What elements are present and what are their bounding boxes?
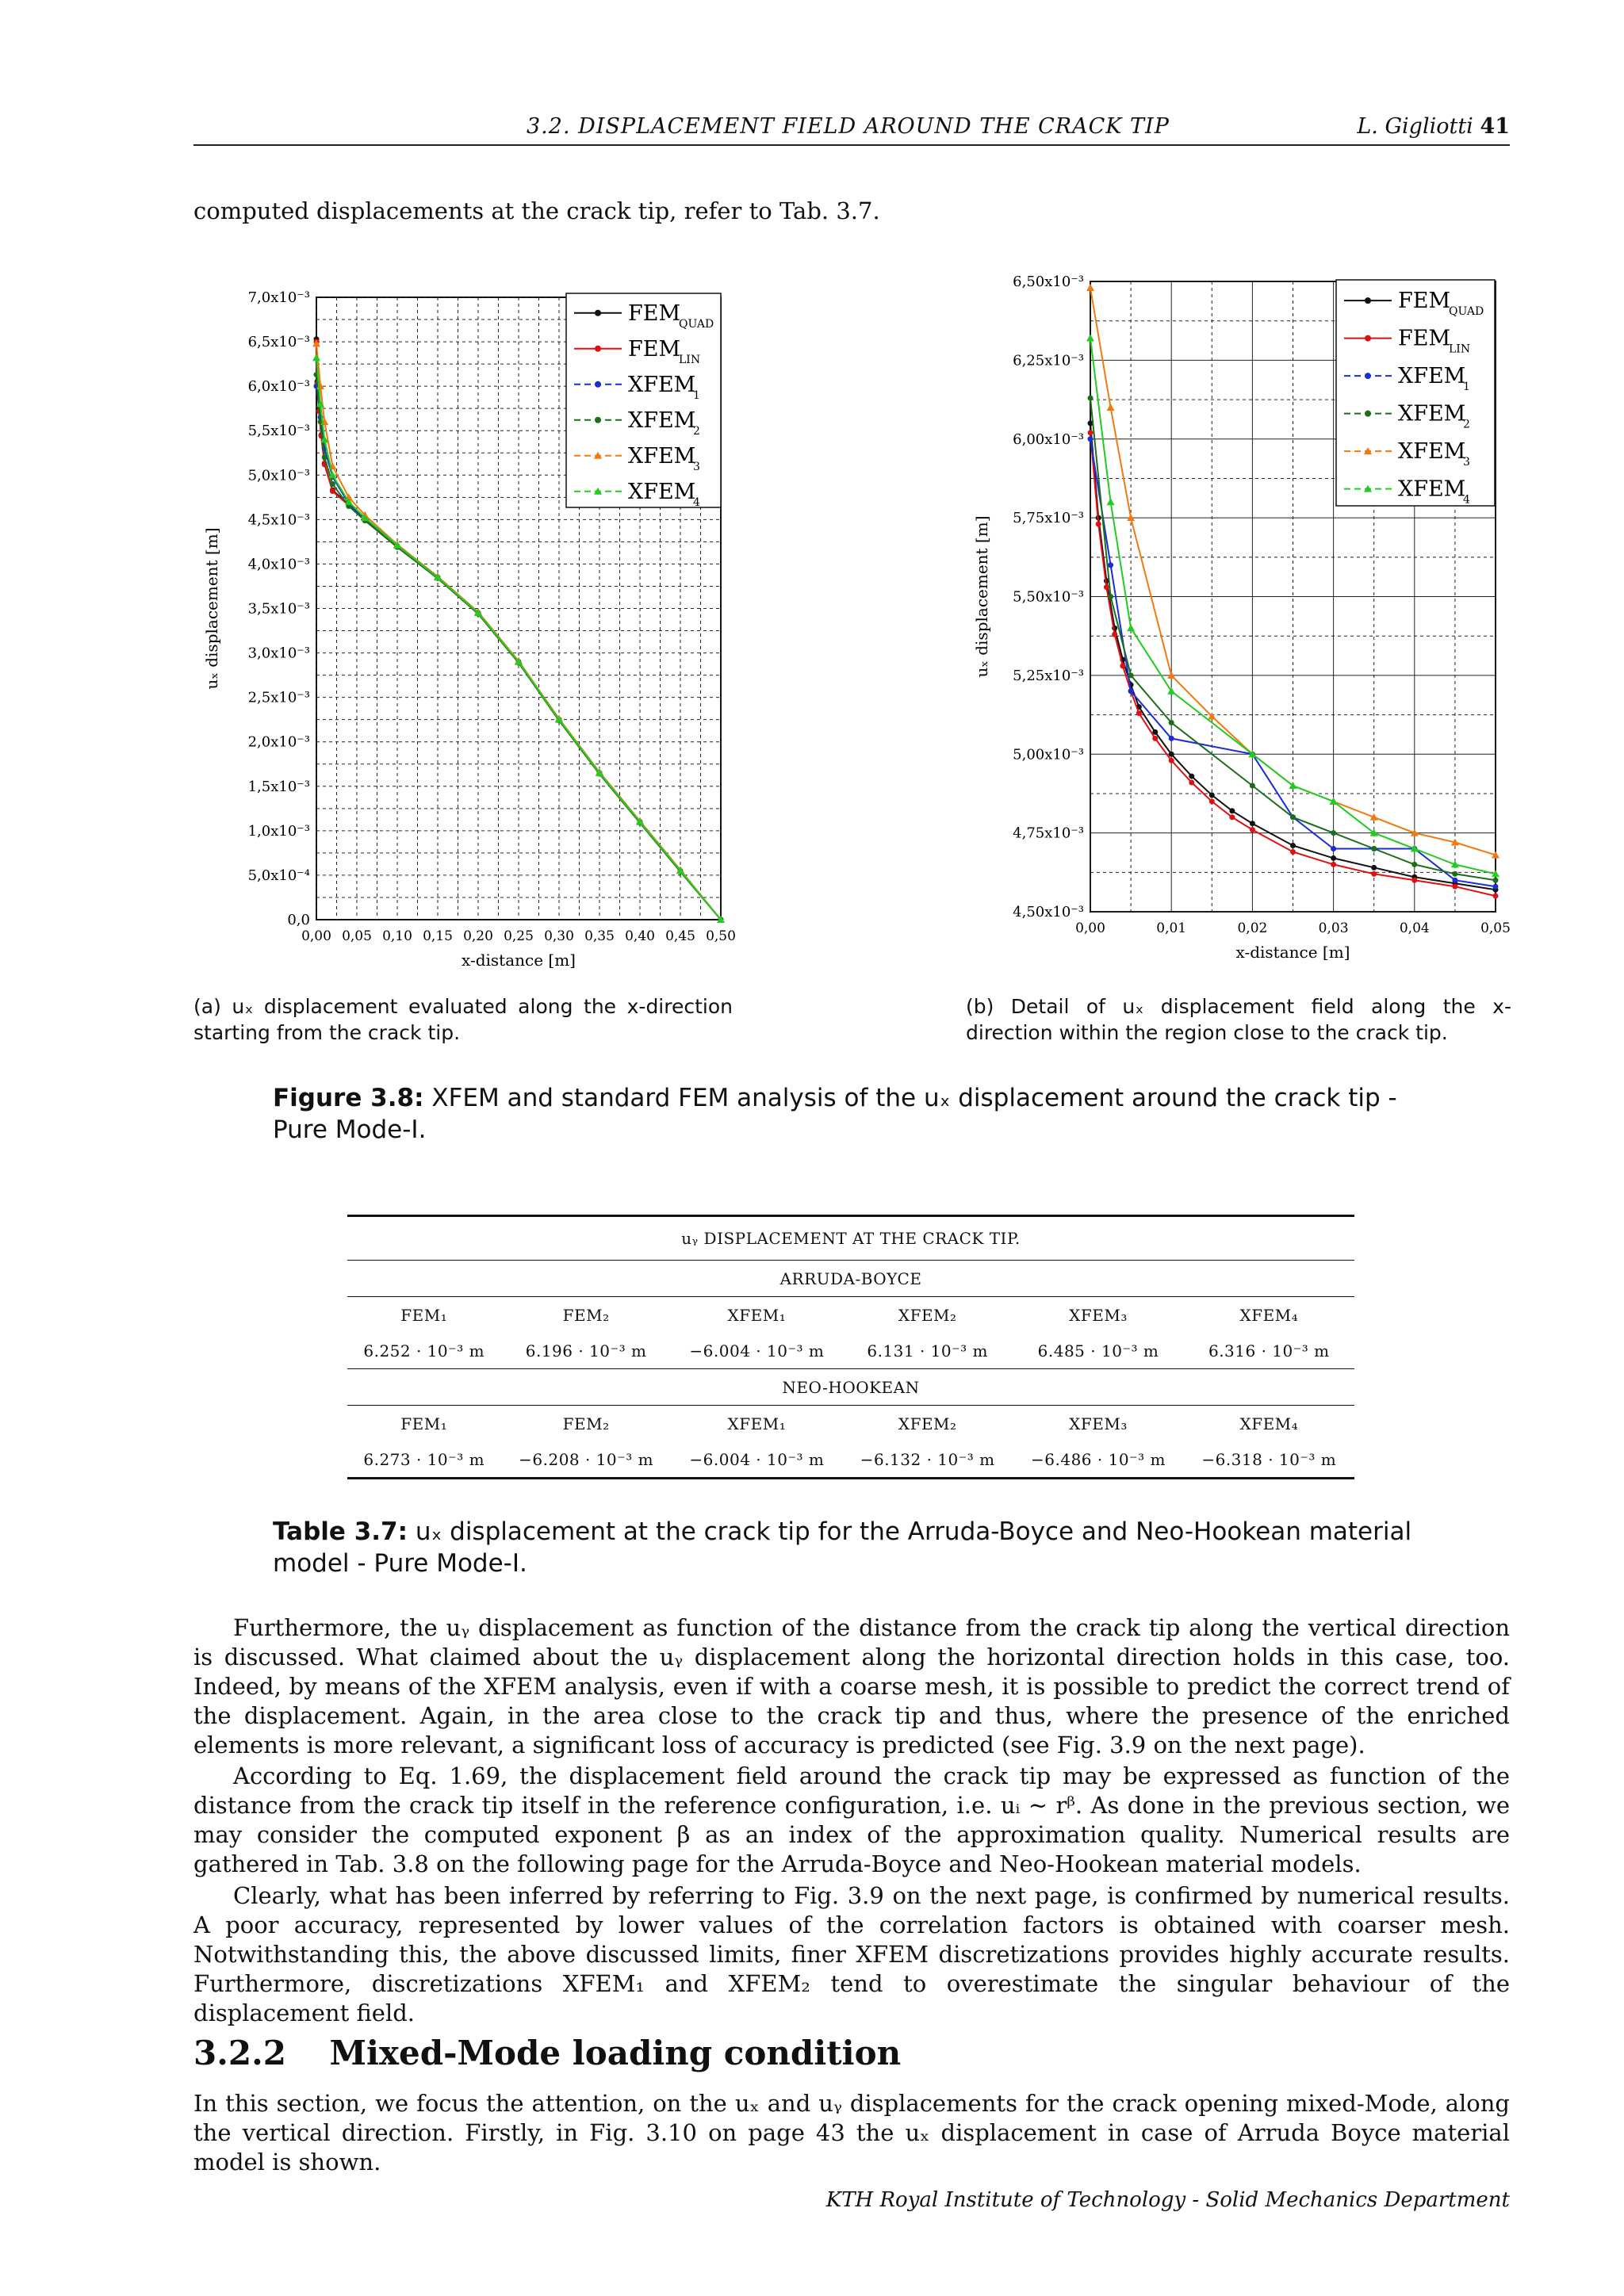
results-table [347,1215,1354,1479]
x-tick-label: 0,03 [1318,920,1349,936]
y-tick-label: 5,0x10⁻⁴ [247,867,310,884]
table-title: uᵧ DISPLACEMENT AT THE CRACK TIP. [681,1229,1021,1248]
y-tick-label: 1,0x10⁻³ [247,822,310,840]
header-author-page [1357,114,1510,139]
x-tick-label: 0,50 [706,928,736,944]
legend-label: XFEM [1398,364,1466,389]
y-tick-label: 1,5x10⁻³ [247,778,310,795]
intro-line: computed displacements at the crack tip, refer to Tab. 3.7. [193,197,880,224]
section-heading [193,2034,901,2072]
legend-marker [595,381,601,388]
table-cell: 6.131 · 10⁻³ m [867,1341,989,1360]
chart-a [193,274,749,987]
table-header: XFEM₂ [898,1305,957,1325]
table-cell: 6.316 · 10⁻³ m [1208,1341,1330,1360]
y-tick-label: 4,50x10⁻³ [1013,904,1084,920]
x-axis-label: x-distance [m] [462,951,576,970]
table-cell: 6.485 · 10⁻³ m [1037,1341,1159,1360]
data-point [1088,430,1094,435]
legend-sub: 1 [1463,381,1470,394]
x-tick-label: 0,01 [1156,920,1187,936]
data-point [1108,562,1113,568]
x-tick-label: 0,05 [342,928,372,944]
table-header: FEM₁ [400,1305,448,1325]
legend-label: XFEM [628,372,696,397]
table-caption [273,1516,1438,1579]
data-point [1331,846,1336,851]
legend-label: XFEM [1398,401,1466,427]
table-cell: 6.252 · 10⁻³ m [363,1341,485,1360]
table-group-name: NEO-HOOKEAN [782,1377,920,1397]
paragraph-4: In this section, we focus the attention, on the uₓ and uᵧ displacements for the crack opening mixed-Mode, along the vertical direction. Firstly, in Fig. 3.10 on page 43 the uₓ displacement in case of Arruda Boyce material model is shown. [193,2090,1510,2175]
legend-label: FEM [1398,289,1451,314]
data-point [330,481,335,487]
y-tick-label: 6,25x10⁻³ [1013,352,1084,369]
x-tick-label: 0,30 [544,928,574,944]
y-axis-label: uₓ displacement [m] [202,527,221,690]
data-point [1371,871,1377,877]
table-caption-text: uₓ displacement at the crack tip for the Arruda-Boyce and Neo-Hookean material model - Pure Mode-I. [273,1517,1412,1578]
table-cell: −6.132 · 10⁻³ m [860,1449,995,1469]
table-cell: −6.486 · 10⁻³ m [1031,1449,1166,1469]
data-point [1086,335,1094,342]
legend-label: XFEM [1398,476,1466,502]
data-point [1189,780,1194,786]
table-cell: 6.196 · 10⁻³ m [525,1341,647,1360]
x-tick-label: 0,10 [382,928,412,944]
legend-label: XFEM [1398,439,1466,465]
legend-label: XFEM [628,408,696,433]
data-point [1229,814,1235,820]
legend-marker [1365,335,1371,342]
data-point [1108,594,1113,599]
section-number: 3.2.2 [193,2034,286,2072]
y-tick-label: 4,75x10⁻³ [1013,825,1084,842]
x-tick-label: 0,45 [665,928,695,944]
running-header [193,111,1510,146]
data-point [1169,752,1174,757]
table-header: XFEM₄ [1239,1414,1299,1433]
data-point [1493,884,1499,890]
data-point [1086,284,1094,291]
data-point [1209,798,1215,804]
x-axis-label: x-distance [m] [1235,943,1350,962]
y-tick-label: 5,25x10⁻³ [1013,667,1084,684]
subcaption-a: (a) uₓ displacement evaluated along the x-direction starting from the crack tip. [193,995,733,1044]
data-point [1128,672,1134,678]
y-tick-label: 5,75x10⁻³ [1013,510,1084,527]
legend-marker [1365,373,1371,379]
header-section: 3.2. DISPLACEMENT FIELD AROUND THE CRACK TIP [527,114,1170,139]
x-tick-label: 0,20 [463,928,493,944]
data-point [1136,710,1142,716]
paragraph-1: Furthermore, the uᵧ displacement as function of the distance from the crack tip along the vertical direction is discussed. What claimed about the uᵧ displacement along the horizontal direction holds in this case, too. Indeed, by means of the XFEM analysis, even if with a coarse mesh, it is possible to predict the correct trend of the displacement. Again, in the area close to the crack tip and thus, where the presence of the enriched elements is more relevant, a significant loss of accuracy is predicted (see Fig. 3.9 on the next page). [193,1614,1510,1758]
table-cell: −6.318 · 10⁻³ m [1201,1449,1337,1469]
data-point [1411,878,1417,883]
data-point [1371,846,1377,851]
y-tick-label: 3,0x10⁻³ [247,645,310,662]
data-point [1209,792,1215,798]
data-point [1493,878,1499,883]
data-point [1169,736,1174,741]
table-header: FEM₁ [400,1414,448,1433]
x-tick-label: 0,15 [423,928,453,944]
y-tick-label: 7,0x10⁻³ [247,289,310,306]
data-point [1152,736,1158,741]
data-point [312,339,320,346]
legend-sub: 4 [693,496,700,509]
data-point [1452,878,1457,883]
data-point [1128,688,1134,694]
paragraph-3: Clearly, what has been inferred by referring to Fig. 3.9 on the next page, is confirmed by numerical results. A poor accuracy, represented by lower values of the correlation factors is obtained with coarser mesh. Notwithstanding this, the above discussed limits, finer XFEM discretizations provides highly accurate results. Furthermore, discretizations XFEM₁ and XFEM₂ tend to overestimate the singular behaviour of the displacement field. [193,1882,1510,2026]
table-caption-label: Table 3.7: [273,1517,408,1546]
x-tick-label: 0,40 [625,928,655,944]
x-tick-label: 0,00 [1075,920,1105,936]
legend-marker [595,417,601,423]
data-point [1331,862,1336,867]
legend-sub: 4 [1463,493,1470,507]
data-point [1452,871,1457,877]
table-header: XFEM₂ [898,1414,957,1433]
y-tick-label: 6,0x10⁻³ [247,378,310,396]
y-tick-label: 5,5x10⁻³ [247,423,310,440]
paragraph-2: According to Eq. 1.69, the displacement field around the crack tip may be expressed as function of the distance from the crack tip itself in the reference configuration, i.e. uᵢ ∼ rᵝ. As done in the previous section, we may consider the computed exponent β as an index of the approximation quality. Numerical results are gathered in Tab. 3.8 on the following page for the Arruda-Boyce and Neo-Hookean material models. [193,1762,1510,1877]
y-tick-label: 4,5x10⁻³ [247,511,310,529]
section-title: Mixed-Mode loading condition [329,2034,902,2072]
legend-sub: 3 [693,460,700,473]
data-point [1290,843,1296,848]
data-point [1189,774,1194,779]
y-axis-label: uₓ displacement [m] [972,515,991,678]
legend-label: XFEM [628,479,696,504]
x-tick-label: 0,25 [504,928,534,944]
table-header: XFEM₄ [1239,1305,1299,1325]
y-tick-label: 5,00x10⁻³ [1013,746,1084,763]
legend-sub: 3 [1463,456,1470,469]
data-point [1250,827,1255,832]
y-tick-label: 6,50x10⁻³ [1013,274,1084,290]
legend-sub: 1 [693,388,700,402]
legend-marker [1365,411,1371,417]
legend-marker [1365,297,1371,304]
table-header: FEM₂ [562,1305,610,1325]
legend-label: FEM [628,300,681,326]
data-point [1104,584,1109,590]
table-cell: −6.208 · 10⁻³ m [519,1449,654,1469]
legend-label: FEM [1398,326,1451,351]
table-cell: −6.004 · 10⁻³ m [689,1341,825,1360]
header-author: L. Gigliotti [1357,114,1473,139]
data-point [1107,498,1115,505]
y-tick-label: 6,00x10⁻³ [1013,430,1084,448]
y-tick-label: 5,0x10⁻³ [247,467,310,484]
table-header: XFEM₁ [727,1305,787,1325]
data-point [1112,632,1117,637]
data-point [312,354,320,361]
figure-caption-text: XFEM and standard FEM analysis of the uₓ displacement around the crack tip - Pure Mode-I. [273,1084,1397,1144]
page-footer: KTH Royal Institute of Technology - Solid Mechanics Department [825,2188,1510,2212]
data-point [1250,821,1255,826]
table-cell: −6.004 · 10⁻³ m [689,1449,825,1469]
x-tick-label: 0,00 [301,928,331,944]
table-cell: 6.273 · 10⁻³ m [363,1449,485,1469]
table-group-name: ARRUDA-BOYCE [779,1269,922,1288]
legend-sub: QUAD [679,317,714,331]
y-tick-label: 6,5x10⁻³ [247,334,310,351]
legend-sub: QUAD [1449,305,1484,319]
figure-caption-label: Figure 3.8: [273,1084,424,1112]
legend-sub: LIN [679,353,701,366]
x-tick-label: 0,02 [1237,920,1268,936]
y-tick-label: 2,5x10⁻³ [247,689,310,706]
data-point [1452,884,1457,890]
data-point [1411,862,1417,867]
y-tick-label: 2,0x10⁻³ [247,733,310,751]
legend-marker [595,346,601,352]
legend-label: XFEM [628,443,696,469]
data-point [1493,894,1499,899]
y-tick-label: 5,50x10⁻³ [1013,588,1084,606]
data-point [1371,865,1377,871]
page-number: 41 [1480,114,1510,139]
data-point [1088,436,1094,442]
data-point [1088,396,1094,401]
table-header: XFEM₃ [1069,1414,1128,1433]
data-point [1120,663,1125,668]
data-point [1169,720,1174,725]
legend-sub: LIN [1449,342,1471,356]
data-point [1290,849,1296,855]
x-tick-label: 0,35 [584,928,615,944]
data-point [1096,522,1101,527]
y-tick-label: 3,5x10⁻³ [247,600,310,618]
legend-sub: 2 [693,424,700,438]
data-point [1127,624,1135,631]
table-header: XFEM₁ [727,1414,787,1433]
figure-caption [273,1082,1438,1146]
y-tick-label: 0,0 [287,912,310,928]
data-point [1229,808,1235,813]
data-point [1290,814,1296,820]
data-point [1250,783,1255,789]
data-point [1331,830,1336,836]
y-tick-label: 4,0x10⁻³ [247,556,310,573]
data-point [330,488,335,494]
data-point [1107,404,1115,411]
subcaption-b: (b) Detail of uₓ displacement field along the x-direction within the region close to the crack tip. [966,995,1511,1044]
legend-label: FEM [628,336,681,362]
x-tick-label: 0,04 [1399,920,1430,936]
data-point [1169,758,1174,763]
x-tick-label: 0,05 [1480,920,1511,936]
table-header: XFEM₃ [1069,1305,1128,1325]
legend-marker [595,310,601,316]
data-point [322,454,327,460]
legend-sub: 2 [1463,418,1470,431]
chart-b [959,266,1522,979]
data-point [1331,855,1336,861]
table-header: FEM₂ [562,1414,610,1433]
